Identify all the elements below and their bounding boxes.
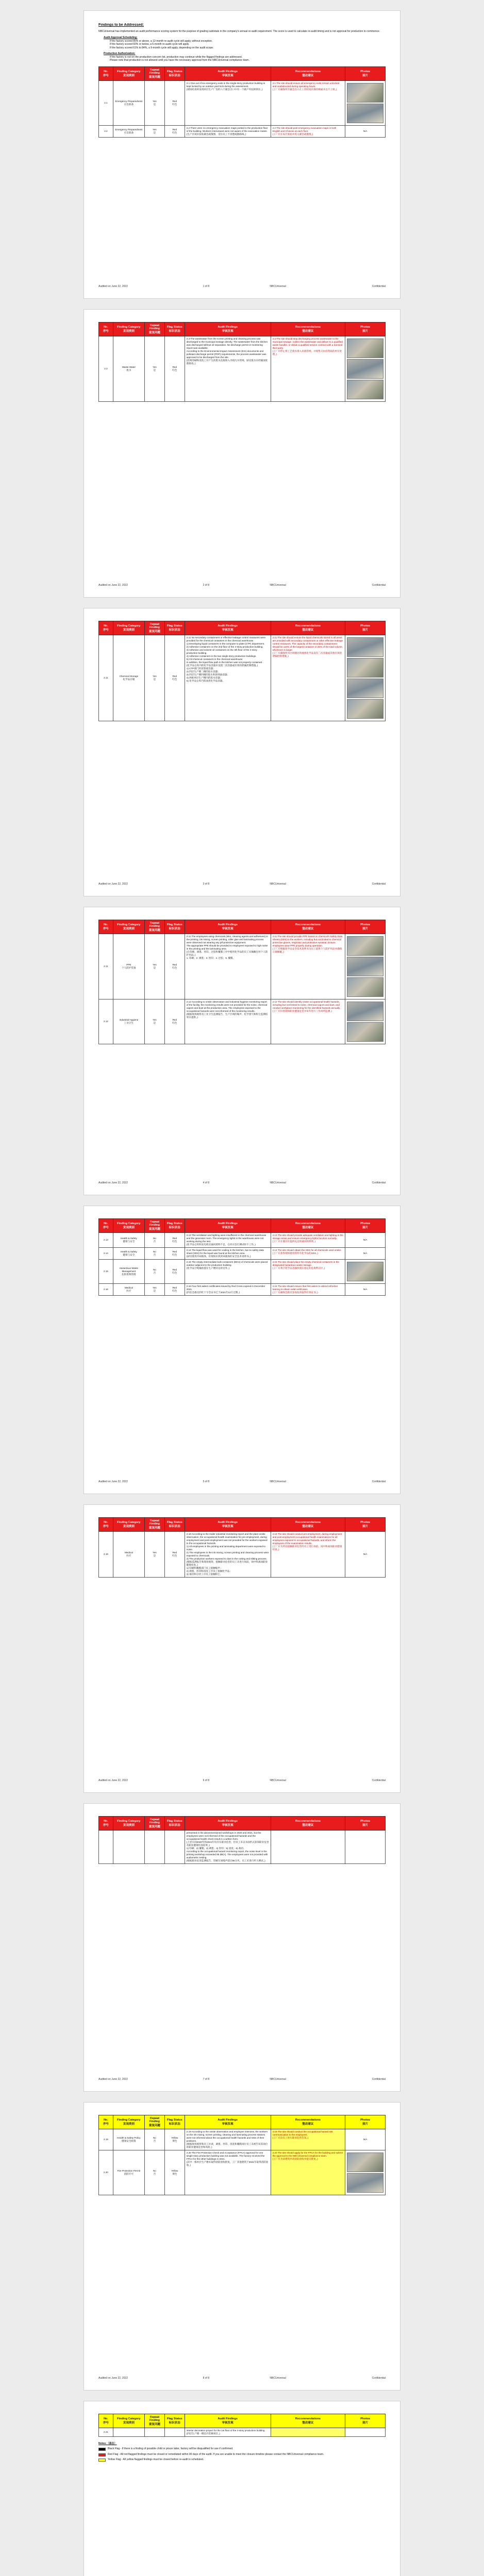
cell-recommendation: 2.11 The site should ensure the liquid chemicals stored in all areas are provided with secondary containment or other effective leakage control measures. The capacity of the secondary containment should be 110% of the largest container or 25% of the total volume, whichever is larger. (工厂应确保所有区域储存的液体化学品设有二次容器或其他有效的泄漏控制措施。) (271, 635, 345, 721)
cell-photo (345, 81, 386, 126)
header-photos: Photos 照片 (345, 67, 386, 81)
cell-photo (345, 1831, 386, 1864)
header-flag: Flag Status 标识状态 (164, 1518, 185, 1532)
cell-recommendation: 2.14 The site should obtain the SDS for all chemicals used onsite. (工厂应获得现场使用的所有化学品的SDS。) (271, 1247, 345, 1259)
cell-finding: 2.16 Four first aiders certificates issued by Red Cross expired in December 2021. (四名急救员的红十字会证书已于2021年12月过期。) (185, 1283, 271, 1295)
header-category: Finding Category 发现类别 (113, 920, 144, 934)
header-photos: Photos 照片 (345, 1518, 386, 1532)
cell-repeat (144, 2428, 164, 2437)
cell-photo: N/A (345, 1247, 386, 1259)
table-row (99, 1259, 386, 1283)
header-recommendations: Recommendations 整改建议 (271, 1817, 345, 1831)
cell-flag: Red 红色 (164, 81, 185, 126)
authorization-item: If the factory is not on the production concern list, production may continue while the flagged findings are addressed. (110, 55, 243, 59)
header-findings: Audit Findings 审核发现 (185, 1817, 271, 1831)
cell-photo (345, 336, 386, 402)
cell-category: Health & Safety Policy 健康安全政策 (113, 2129, 144, 2150)
table-header-row (99, 1518, 386, 1532)
findings-table (98, 1517, 386, 1578)
authorization-item: Please note that production is not allowed until you have the necessary approval from the NBCUniversal compliance team. (110, 59, 249, 62)
header-category: Finding Category 发现类别 (113, 2414, 144, 2428)
findings-table (98, 920, 386, 1044)
evidence-photo[interactable] (347, 83, 383, 103)
legend-label: Red Flag - All red flagged findings must be closed or remediated within 90 days of the audit. If you are unable to meet the closure timeline please contact the NBCUniversal compliance team. (108, 2452, 324, 2456)
header-flag: Flag Status 标识状态 (164, 1817, 185, 1831)
cell-repeat: No 否 (144, 1233, 164, 1248)
cell-photo: N/A (345, 1283, 386, 1295)
findings-table (98, 2414, 386, 2437)
cell-category (113, 2428, 144, 2437)
table-row (99, 1532, 386, 1578)
cell-flag: Red 红色 (164, 336, 185, 402)
table-row (99, 1831, 386, 1864)
footer-page-number: 2 of 8 (203, 584, 210, 587)
table-header-row (99, 920, 386, 934)
header-repeat: Repeat Finding 重复问题 (144, 1219, 164, 1233)
cell-flag: Red 红色 (164, 1259, 185, 1283)
header-recommendations: Recommendations 整改建议 (271, 67, 345, 81)
page-footer (98, 2078, 386, 2083)
evidence-photo[interactable] (347, 699, 383, 719)
evidence-photo[interactable] (347, 359, 383, 379)
cell-category: Medical 医疗 (113, 1283, 144, 1295)
footer-confidential: Confidential (372, 1181, 386, 1184)
footer-audit-date: Audited on June 22, 2022 (98, 584, 128, 587)
table-row (99, 1247, 386, 1259)
authorization-head: Production Authorization: (104, 52, 136, 55)
header-recommendations: Recommendations 整改建议 (271, 2414, 345, 2428)
header-repeat: Repeat Finding 重复问题 (144, 67, 164, 81)
cell-photo: N/A (345, 126, 386, 138)
header-photos: Photos 照片 (345, 1219, 386, 1233)
scheduling-item: If the factory scored 61% to 84%, a 9-month cycle will apply, depending on the audit scope. (110, 46, 214, 49)
cell-finding: 2.19 According to the onsite observation and employee interview, the workers on the ink mixing, screen printing, cleaning and laminating process stations were not informed about the occupational health hazards and risks of their positions. (根据现场观察和员工访谈，调墨、丝印、清洗和覆膜岗位员工未被告知其岗位的职业健康危害和风险。) (185, 2129, 271, 2150)
page-9 (84, 2401, 400, 2576)
evidence-photo[interactable] (347, 936, 383, 956)
legend-black-flag (98, 2447, 386, 2451)
black-flag-swatch (98, 2448, 106, 2451)
cell-flag (164, 2428, 185, 2437)
header-no: No. 序号 (99, 920, 113, 934)
cell-recommendation: 2.1 The site should ensure all emergency exits remain unlocked and unobstructed during operating hours. (工厂应确保所有紧急出口在工作时间内保持畅通并且不上锁。) (271, 81, 345, 126)
header-recommendations: Recommendations 整改建议 (271, 920, 345, 934)
header-category: Finding Category 发现类别 (113, 323, 144, 336)
cell-photo (345, 2428, 386, 2437)
scheduling-item: If the factory scored 85% or above, a 12-month re-audit cycle will apply, without exception. (110, 39, 213, 43)
header-flag: Flag Status 标识状态 (164, 2414, 185, 2428)
cell-category: Emergency Preparedness 应急准备 (113, 81, 144, 126)
findings-title: Findings to be Addressed: (98, 23, 144, 27)
notes-section (98, 2442, 386, 2462)
header-repeat: Repeat Finding 重复问题 (144, 2115, 164, 2129)
header-recommendations: Recommendations 整改建议 (271, 621, 345, 635)
header-category: Finding Category 发现类别 (113, 2115, 144, 2129)
header-findings: Audit Findings 审核发现 (185, 67, 271, 81)
cell-recommendation: 2.19 The site should conduct the occupational hazard risk communication to the employees. (工厂应向员工进行职业危害告知。) (271, 2129, 345, 2150)
cell-no: 2.19 (99, 2129, 113, 2150)
page-2 (84, 309, 400, 598)
table-header-row (99, 2414, 386, 2428)
cell-recommendation (271, 1831, 345, 1864)
cell-category: Hazardous Waste Management 危险废物管理 (113, 1259, 144, 1283)
header-no: No. 序号 (99, 2115, 113, 2129)
footer-company: NBCUniversal (270, 285, 286, 288)
page-footer (98, 584, 386, 589)
cell-finding: 2.13 The ventilation and lighting were insufficient in the chemical warehouse and the generator room. The emergency lights in the warehouse were not working during the test. (化学品仓库和发电机房通风照明不足，仓库应急灯测试时不工作。) (185, 1233, 271, 1248)
cell-photo: N/A (345, 2129, 386, 2150)
header-no: No. 序号 (99, 1219, 113, 1233)
cell-category: Medical 医疗 (113, 1532, 144, 1578)
cell-photo (345, 1259, 386, 1283)
footer-page-number: 8 of 8 (203, 2377, 210, 2380)
cell-flag: Red 红色 (164, 126, 185, 138)
page-footer (98, 1480, 386, 1485)
header-repeat: Repeat Finding 重复问题 (144, 323, 164, 336)
header-flag: Flag Status 标识状态 (164, 1219, 185, 1233)
table-header-row (99, 1817, 386, 1831)
page-6 (84, 1504, 400, 1793)
legend-label: Yellow Flag - All yellow flagged findings must be closed before re-audit is scheduled. (108, 2458, 204, 2462)
cell-recommendation: 2.18 The site should conduct pre-employment, during employment and post-employment occupational health examinations for all employees exposed to occupational hazards, and inform the employees of the examination results. (工厂应为所有接触职业危害的员工进行岗前、岗中和离岗职业健康检查。) (271, 1532, 345, 1578)
cell-flag: Yellow 黄色 (164, 2129, 185, 2150)
evidence-photo[interactable] (347, 1002, 383, 1021)
cell-category: PPE 个人防护装备 (113, 934, 144, 999)
footer-company: NBCUniversal (270, 584, 286, 587)
cell-repeat: No 否 (144, 2150, 164, 2195)
table-header-row (99, 67, 386, 81)
cell-finding: 2.11 No secondary containment or effective leakage control measures were provided for the chemical containers in the chemical warehouse. 1) Developing liquid containers in the computer to plate (CTP) department. 2) Adhesive containers on the 2nd floor of the 4-story production building. 3) Adhesive and solvent oil containers on the 4th floor of the 4-story production building. 4) Adhesive containers in the two single-story production buildings. 5) Oil chemical containers in the chemical warehouse. In addition, the liquid flow path in the kitchen was not properly contained. (化学品仓库内的化学品容器未设置二次容器或有效的泄漏控制措施。) 1) CTP部门的显影液容器； 2) 四层生产楼二楼的胶水容器； 3) 四层生产楼四楼的胶水和溶剂油容器； 4) 两栋单层生产楼内的胶水容器； 5) 化学品仓库内的油类化学品容器。 (185, 635, 271, 721)
header-repeat: Repeat Finding 重复问题 (144, 621, 164, 635)
page-footer (98, 883, 386, 888)
cell-repeat: Yes 是 (144, 336, 164, 402)
cell-finding: 2.18 According to the trailer industrial monitoring report and the plant onsite observation, the occupational health examination for pre-employment, during employment and post-employment was not provided for the workers exposed to the occupational hazards. 1) All employees in the printing and laminating department were exposed to noise. 2) The employees in the ink mixing, screen printing and cleaning process were exposed to chemicals. 3) The production workers exposed to dust in the cutting and slitting process. (根据监测报告和现场观察，接触职业危害的员工未进行岗前、岗中和离岗职业健康检查。) 1) 印刷和覆膜部门员工接触噪声； 2) 调墨、丝印和清洗工序员工接触化学品； 3) 裁切和分切工序员工接触粉尘。 (185, 1532, 271, 1578)
footer-page-number: 7 of 8 (203, 2078, 210, 2081)
header-no: No. 序号 (99, 67, 113, 81)
cell-finding: 2.14 The liquid flow was used for cooling in the kitchen, but no safety data sheet (SDS) for the liquid was found at the kitchen area. (厨房使用冷却液体，但现场未找到该液体的安全技术说明书。) (185, 1247, 271, 1259)
table-row (99, 999, 386, 1044)
header-flag: Flag Status 标识状态 (164, 920, 185, 934)
scheduling-head: Audit Approval Scheduling: (104, 36, 138, 39)
cell-repeat (144, 1831, 164, 1864)
intro-paragraph: NBCUniversal has implemented an audit performance scoring system for the purpose of grading subtotals in the company's annual re-audit requirement. The score is used to calculate re-audit timing and is not approval for production to commence. (98, 30, 380, 33)
table-header-row (99, 2115, 386, 2129)
footer-audit-date: Audited on June 22, 2022 (98, 1779, 128, 1782)
header-findings: Audit Findings 审核发现 (185, 2414, 271, 2428)
cell-category: Waste Water 废水 (113, 336, 144, 402)
table-row (99, 1233, 386, 1248)
cell-repeat: Yes 是 (144, 934, 164, 999)
footer-confidential: Confidential (372, 1779, 386, 1782)
header-no: No. 序号 (99, 621, 113, 635)
legend-yellow-flag (98, 2458, 386, 2462)
legend-red-flag (98, 2453, 386, 2457)
header-findings: Audit Findings 审核发现 (185, 621, 271, 635)
scheduling-list (104, 36, 386, 62)
cell-flag: Red 红色 (164, 999, 185, 1044)
header-photos: Photos 照片 (345, 323, 386, 336)
footer-company: NBCUniversal (270, 2078, 286, 2081)
page-3 (84, 608, 400, 896)
page-8 (84, 2102, 400, 2391)
footer-page-number: 5 of 8 (203, 1480, 210, 1483)
footer-audit-date: Audited on June 22, 2022 (98, 2377, 128, 2380)
cell-photo (345, 2150, 386, 2195)
header-flag: Flag Status 标识状态 (164, 2115, 185, 2129)
cell-recommendation (271, 2428, 345, 2437)
cell-no: 2.14 (99, 1247, 113, 1259)
table-row (99, 934, 386, 999)
cell-finding: 2.1 One out of six emergency exits in the single-story production building is kept locked by an outdoor yard lock during the assessment. (现场检查时发现单层生产厂房的六个紧急出口中有一个被户外院锁锁住。) (185, 81, 271, 126)
page-footer (98, 2377, 386, 2382)
footer-audit-date: Audited on June 22, 2022 (98, 883, 128, 886)
page-footer (98, 285, 386, 290)
cell-recommendation: 2.3 The site should stop discharging process wastewater to the municipal sewage. Collect the wastewater and deliver to a qualified waste handler, or obtain a qualified service contract with a licensed third party. (工厂应停止将工艺废水排入市政管网，并收集交由有资质的单位处理。) (271, 336, 345, 402)
cell-category: Health & Safety 健康与安全 (113, 1247, 144, 1259)
cell-flag: Yellow 黄色 (164, 2150, 185, 2195)
cell-repeat: Yes 是 (144, 126, 164, 138)
footer-confidential: Confidential (372, 2377, 386, 2380)
header-photos: Photos 照片 (345, 920, 386, 934)
cell-flag: Red 红色 (164, 1247, 185, 1259)
cell-category: Industrial Hygiene 工业卫生 (113, 999, 144, 1044)
table-row (99, 336, 386, 402)
page-4 (84, 907, 400, 1195)
page-footer (98, 1181, 386, 1187)
cell-flag (164, 1831, 185, 1864)
cell-flag: Red 红色 (164, 1532, 185, 1578)
notes-title: Notes:（备注） (98, 2442, 117, 2445)
cell-repeat: Yes 是 (144, 1532, 164, 1578)
findings-table (98, 322, 386, 402)
cell-category: Chemical Storage 化学品存储 (113, 635, 144, 721)
footer-audit-date: Audited on June 22, 2022 (98, 2078, 128, 2081)
cell-recommendation: 2.16 The site should ensure that first aiders to attend refresher training to obtain valid certificates. (工厂应确保急救员参加复训取得有效证书。) (271, 1283, 345, 1295)
cell-repeat: No 否 (144, 1259, 164, 1283)
table-row (99, 2150, 386, 2195)
footer-company: NBCUniversal (270, 2377, 286, 2380)
header-findings: Audit Findings 审核发现 (185, 1219, 271, 1233)
cell-recommendation: 2.20 The site should apply for the FPCA for the building and submit the approval to the NBCUniversal compliance team. (工厂应为该建筑申请消防验收并提交批复。) (271, 2150, 345, 2195)
footer-audit-date: Audited on June 22, 2022 (98, 1181, 128, 1184)
header-no: No. 序号 (99, 2414, 113, 2428)
header-findings: Audit Findings 审核发现 (185, 323, 271, 336)
cell-repeat: No 否 (144, 2129, 164, 2150)
header-recommendations: Recommendations 整改建议 (271, 2115, 345, 2129)
page-5 (84, 1206, 400, 1494)
cell-no: 2.20 (99, 2150, 113, 2195)
findings-table (98, 621, 386, 721)
table-row (99, 635, 386, 721)
footer-page-number: 3 of 8 (203, 883, 210, 886)
findings-table (98, 1816, 386, 1864)
table-row (99, 2428, 386, 2437)
cell-photo (345, 635, 386, 721)
evidence-photo[interactable] (347, 679, 383, 698)
header-flag: Flag Status 标识状态 (164, 323, 185, 336)
footer-page-number: 6 of 8 (203, 1779, 210, 1782)
evidence-photo[interactable] (347, 1022, 383, 1042)
footer-company: NBCUniversal (270, 1779, 286, 1782)
footer-confidential: Confidential (372, 2078, 386, 2081)
cell-finding: 2.2 There were no emergency evacuation maps posted in the production floor of the building. Workers interviewed were not aware of the evacuation routes. (生产区域未张贴紧急疏散图，受访员工不清楚疏散路线。) (185, 126, 271, 138)
header-findings: Audit Findings 审核发现 (185, 2115, 271, 2129)
cell-no: 2.15 (99, 1259, 113, 1283)
cell-recommendation: 2.2 The site should post emergency evacuation maps in both English and Chinese at each floor. (工厂应在每层张贴中英文紧急疏散图。) (271, 126, 345, 138)
cell-recommendation: 2.15 The site should place the empty chemical containers in the designated hazardous waste storage. (工厂应将空化学品容器放置在指定的危废暂存区。) (271, 1259, 345, 1283)
cell-no: 2.21 (99, 2428, 113, 2437)
cell-flag: Red 红色 (164, 1283, 185, 1295)
header-repeat: Repeat Finding 重复问题 (144, 920, 164, 934)
footer-audit-date: Audited on June 22, 2022 (98, 285, 128, 288)
cell-flag: Red 红色 (164, 635, 185, 721)
yellow-flag-swatch (98, 2459, 106, 2462)
header-recommendations: Recommendations 整改建议 (271, 323, 345, 336)
cell-no: 2.12 (99, 999, 113, 1044)
header-recommendations: Recommendations 整改建议 (271, 1518, 345, 1532)
header-recommendations: Recommendations 整改建议 (271, 1219, 345, 1233)
cell-no (99, 1831, 113, 1864)
table-row (99, 2129, 386, 2150)
cell-flag: Red 红色 (164, 934, 185, 999)
cell-photo (345, 934, 386, 999)
table-row (99, 81, 386, 126)
cell-finding: 2.11 The employees using chemicals (inks, cleaning agents and adhesives) in the printing, ink mixing, screen printing, roller glue and laminating process were observed not wearing any ptf-protective equipment. The appropriate PPE should be provided to employees exposed to high noise in the printing and the laminating area. (在印刷、调墨、丝印、过胶和覆膜工序中使用化学品的员工未佩戴任何个人防护用品。) 1. 印刷；2. 调墨；3. 丝印；4. 过胶；5. 覆膜。 (185, 934, 271, 999)
cell-category: Health & Safety 健康与安全 (113, 1233, 144, 1248)
cell-repeat: Yes 是 (144, 999, 164, 1044)
cell-category: Fire Protection Permit 消防许可 (113, 2150, 144, 2195)
evidence-photo[interactable] (347, 1262, 383, 1281)
cell-no: 2.13 (99, 1233, 113, 1248)
cell-finding: 2.20 The Fire Protection Check and Acceptance (FPCA) approval for one single-story production building was not available. The factory received the FPCA for the other buildings in 2021. (其中一栋单层生产楼未取得消防验收批复，工厂其他建筑于2021年取得消防验收。) (185, 2150, 271, 2195)
cell-no: 2.2 (99, 126, 113, 138)
cell-no: 2.1 (99, 81, 113, 126)
footer-confidential: Confidential (372, 883, 386, 886)
cell-no: 2.11 (99, 635, 113, 721)
cell-repeat: Yes 是 (144, 635, 164, 721)
cell-finding: 2.15 The empty intermediate bulk containers (IBCs) of chemicals were placed outdoor adjacent to the production building. (化学品空吨桶放置在生产楼旁边的室外。) (185, 1259, 271, 1283)
cell-photo (345, 999, 386, 1044)
findings-table (98, 2115, 386, 2195)
header-findings: Audit Findings 审核发现 (185, 920, 271, 934)
header-no: No. 序号 (99, 1817, 113, 1831)
header-repeat: Repeat Finding 重复问题 (144, 1518, 164, 1532)
footer-page-number: 1 of 8 (203, 285, 210, 288)
cell-no: 2.18 (99, 1532, 113, 1578)
header-repeat: Repeat Finding 重复问题 (144, 2414, 164, 2428)
evidence-photo[interactable] (347, 957, 383, 976)
footer-confidential: Confidential (372, 1480, 386, 1483)
cell-photo: N/A (345, 1532, 386, 1578)
header-findings: Audit Findings 审核发现 (185, 1518, 271, 1532)
page-7 (84, 1803, 400, 2092)
header-repeat: Repeat Finding 重复问题 (144, 1817, 164, 1831)
footer-page-number: 4 of 8 (203, 1181, 210, 1184)
findings-table (98, 1218, 386, 1296)
cell-finding: 2.3 The wastewater from the screen printing and cleaning process was discharged to the municipal sewage directly. The wastewater from the kitchen was discharged without oil separation. No discharge permit or monitoring report was available. According to the Environmental Impact Assessment (EIA) documents and pollutant discharge permit (PDP) requirements, the process wastewater was approved to be discharged from the site. (丝网印刷和清洗工序产生的废水直接排入市政污水管网。厨房废水未经隔油处理排放。) (185, 336, 271, 402)
footer-confidential: Confidential (372, 584, 386, 587)
cell-no: 2.11 (99, 934, 113, 999)
header-flag: Flag Status 标识状态 (164, 67, 185, 81)
cell-no: 2.16 (99, 1283, 113, 1295)
evidence-photo[interactable] (347, 637, 383, 657)
header-photos: Photos 照片 (345, 621, 386, 635)
table-row (99, 1283, 386, 1295)
cell-repeat: Yes 是 (144, 81, 164, 126)
evidence-photo[interactable] (347, 2173, 383, 2193)
header-no: No. 序号 (99, 1518, 113, 1532)
header-category: Finding Category 发现类别 (113, 67, 144, 81)
header-no: No. 序号 (99, 323, 113, 336)
red-flag-swatch (98, 2453, 106, 2456)
findings-table (98, 66, 386, 138)
evidence-photo[interactable] (347, 977, 383, 997)
evidence-photo[interactable] (347, 338, 383, 358)
cell-recommendation: 2.11 The site should provide PPE based on chemical's Safety Data Sheets (SDS) to the workers, including but not limited to chemical protective gloves, respirator and protective eyewear. Ensure employees wear PPE properly during operation. (工厂应根据化学品安全技术说明书为员工提供个人防护用品并确保正确佩戴。) (271, 934, 345, 999)
page-1 (84, 10, 400, 299)
evidence-photo[interactable] (347, 104, 383, 123)
header-category: Finding Category 发现类别 (113, 1219, 144, 1233)
cell-category: Emergency Preparedness 应急准备 (113, 126, 144, 138)
cell-repeat: Yes 是 (144, 1283, 164, 1295)
header-category: Finding Category 发现类别 (113, 1518, 144, 1532)
table-row (99, 126, 386, 138)
cell-photo: N/A (345, 1233, 386, 1248)
cell-category (113, 1831, 144, 1864)
footer-audit-date: Audited on June 22, 2022 (98, 1480, 128, 1483)
evidence-photo[interactable] (347, 2153, 383, 2172)
legend-label: Black Flag - If there is a finding of possible child or prison labor, factory will be disqualified for use if confirmed. (108, 2447, 233, 2451)
footer-company: NBCUniversal (270, 1181, 286, 1184)
evidence-photo[interactable] (347, 658, 383, 677)
cell-flag: Red 红色 (164, 1233, 185, 1248)
cell-finding: 2.12 According to onsite observation and industrial hygiene monitoring report of the facility, the monitoring results were not provided for the noise, chemical vapors and dust at the production area. The employees exposed to the occupational hazards were not informed of the monitoring results. (根据现场观察及工业卫生监测报告，生产区域的噪声、化学蒸气和粉尘监测结果未提供。) (185, 999, 271, 1044)
cell-repeat: No 否 (144, 1247, 164, 1259)
table-header-row (99, 621, 386, 635)
header-category: Finding Category 发现类别 (113, 621, 144, 635)
cell-recommendation: 2.13 The site should provide adequate ventilation and lighting in the storage areas and ensure emergency lights function normally. (工厂应在储存区提供充足的通风和照明。) (271, 1233, 345, 1248)
scheduling-item: If the factory scored 60% or below, a 6-month re-audit cycle will apply. (110, 43, 190, 46)
footer-company: NBCUniversal (270, 1480, 286, 1483)
header-flag: Flag Status 标识状态 (164, 621, 185, 635)
cell-finding: presented in the abovementioned workshops in 2020 and 2021, but the employees were not informed of the occupational hazards and the occupational health check result in a written form. (上述车间2020年和2021年均存在职业危害，但员工未以书面形式获知职业危害及职业健康检查结果。) 1) 印刷；2) 覆膜；3) 调墨；4) 丝印；5) 清洗；6) 裁切。 According to the occupational hazard monitoring report, the noise level in the printing workshop exceeded 85 dB(A). The employees were not provided with audiometric testing. (根据职业危害监测报告，印刷车间噪声超过85分贝，员工未进行听力测试。) (185, 1831, 271, 1864)
header-category: Finding Category 发现类别 (113, 1817, 144, 1831)
footer-confidential: Confidential (372, 285, 386, 288)
header-photos: Photos 照片 (345, 2115, 386, 2129)
table-header-row (99, 1219, 386, 1233)
cell-finding: interior decoration project for the 1st floor of the 4-story production building. (四层生产楼一楼室内装修项目。) (185, 2428, 271, 2437)
header-photos: Photos 照片 (345, 1817, 386, 1831)
footer-company: NBCUniversal (270, 883, 286, 886)
page-footer (98, 1779, 386, 1784)
cell-recommendation: 2.12 The site should identify onsite occupational health hazards, including but not limited to noise, chemical vapors and dust, and conduct workplace monitoring for the identified hazards annually. (工厂应识别现场职业健康危害并每年进行工作场所监测。) (271, 999, 345, 1044)
cell-no: 2.3 (99, 336, 113, 402)
header-photos: Photos 照片 (345, 2414, 386, 2428)
table-header-row (99, 323, 386, 336)
evidence-photo[interactable] (347, 380, 383, 399)
